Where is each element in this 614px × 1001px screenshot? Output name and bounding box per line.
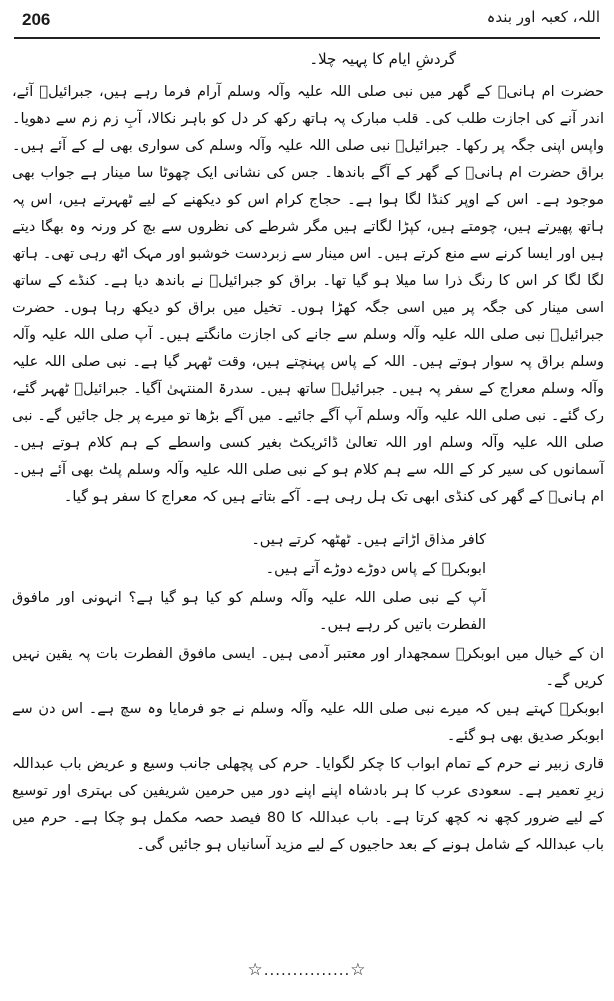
page-number: 206: [22, 10, 51, 29]
quote-line: کافر مذاق اڑاتے ہیں۔ ٹھٹھہ کرتے ہیں۔: [251, 532, 486, 548]
divider-dots: ...............: [263, 961, 351, 979]
star-icon: ☆: [350, 960, 367, 980]
section-heading: گردشِ ایام کا پہیہ چلا۔: [309, 50, 456, 68]
star-icon: ☆: [247, 960, 264, 980]
page-header: [0, 0, 614, 40]
quote-line: ابوبکرؓ کے پاس دوڑے دوڑے آتے ہیں۔: [265, 561, 486, 577]
page-body: [12, 46, 604, 860]
closing-paragraph: قاری زبیر نے حرم کے تمام ابواب کا چکر لگوایا۔ حرم کی پچھلی جانب وسیع و عریض باب عبداللہ زیرِ تعمیر ہے۔ سعودی عرب کا ہر بادشاہ اپنے اپنے دور میں حرمین شریفین کی بہتری اور توسیع کے لیے ضرور کچھ نہ کچھ کرتا ہے۔ باب عبداللہ کا 80 فیصد حصہ مکمل ہو چکا ہے۔ حرم میں باب عبداللہ کے شامل ہونے کے بعد حاجیوں کے لیے مزید آسانیاں ہو جائیں گی۔: [12, 756, 604, 853]
body-paragraph: حضرت ام ہانیؓ کے گھر میں نبی صلی اللہ علیہ وآلہ وسلم آرام فرما رہے ہیں، جبرائیلؑ آئے، اندر آنے کی اجازت طلب کی۔ قلب مبارک پہ ہاتھ رکھ کر دل کو باہر نکالا، آبِ زم زم سے دھویا۔ واپس اپنی جگہ پر رکھا۔ جبرائیلؑ نبی صلی اللہ علیہ وآلہ وسلم کی سواری بھی لے کے آئے ہیں۔ براق حضرت ام ہانیؓ کے گھر کے آگے باندھا۔ جس کی نشانی ایک چھوٹا سا مینار ہے جواب بھی موجود ہے۔ اس کے اوپر کنڈا لگا ہوا ہے۔ حجاج کرام اس کو دیکھنے کے لیے ٹھہرتے ہیں، اس پہ ہاتھ پھیرتے ہیں، چومتے ہیں، کپڑا لگاتے ہیں مگر شرطے کی نظروں سے بچ کر ورنہ وہ بھگا دیتے ہیں اور ایسا کرنے سے منع کرتے ہیں۔ اس مینار سے زبردست خوشبو اور مہک اٹھ رہی تھی۔ ہاتھ لگا لگا کر اس کا رنگ ذرا سا میلا ہو گیا تھا۔ براق کو جبرائیلؑ نے باندھ دیا ہے۔ کنڈے کے ساتھ اسی مینار کی جگہ پر میں اسی جگہ کھڑا ہوں۔ تخیل میں براق کو دیکھ رہا ہوں۔ حضرت جبرائیلؑ نبی صلی اللہ علیہ وآلہ وسلم سے جانے کی اجازت مانگتے ہیں۔ آپ صلی اللہ علیہ وآلہ وسلم براق پہ سوار ہوتے ہیں۔ اللہ کے پاس پہنچتے ہیں، وقت ٹھہر گیا ہے۔ نبی صلی اللہ علیہ وآلہ وسلم معراج کے سفر پہ ہیں۔ جبرائیلؑ ساتھ ہیں۔ سدرۃ المنتہیٰ آگیا۔ جبرائیلؑ ٹھہر گئے، رک گئے۔ نبی صلی اللہ علیہ وآلہ وسلم آپ آگے جائیے۔ میں آگے بڑھا تو میرے پر جل جائیں گے۔ نبی صلی اللہ علیہ وآلہ وسلم اور اللہ تعالیٰ ڈائریکٹ بغیر کسی واسطے کے ہم کلام ہوتے ہیں۔ آسمانوں کی سیر کر کے اللہ سے ہم کلام ہو کے نبی صلی اللہ علیہ وآلہ وسلم پلٹ بھی آئے ہیں۔ ام ہانیؓ کے گھر کی کنڈی ابھی تک ہل رہی ہے۔ آکے بتاتے ہیں کہ معراج کا سفر ہو گیا۔: [12, 84, 604, 505]
body-paragraph: ان کے خیال میں ابوبکرؓ سمجھدار اور معتبر آدمی ہیں۔ ایسی مافوق الفطرت بات پہ یقین نہیں کریں گے۔: [12, 646, 604, 689]
header-rule: [14, 37, 600, 39]
quote-line: آپ کے نبی صلی اللہ علیہ وآلہ وسلم کو کیا ہو گیا ہے؟ انہونی اور مافوق الفطرت باتیں کر رہے ہیں۔: [12, 590, 486, 633]
body-paragraph: ابوبکرؓ کہتے ہیں کہ میرے نبی صلی اللہ علیہ وآلہ وسلم نے جو فرمایا وہ سچ ہے۔ اس دن سے ابوبکر صدیق بھی ہو گئے۔: [12, 701, 604, 744]
quote-block: [12, 527, 604, 639]
section-divider: [0, 960, 614, 980]
running-title: اللہ، کعبہ اور بندہ: [486, 8, 600, 26]
